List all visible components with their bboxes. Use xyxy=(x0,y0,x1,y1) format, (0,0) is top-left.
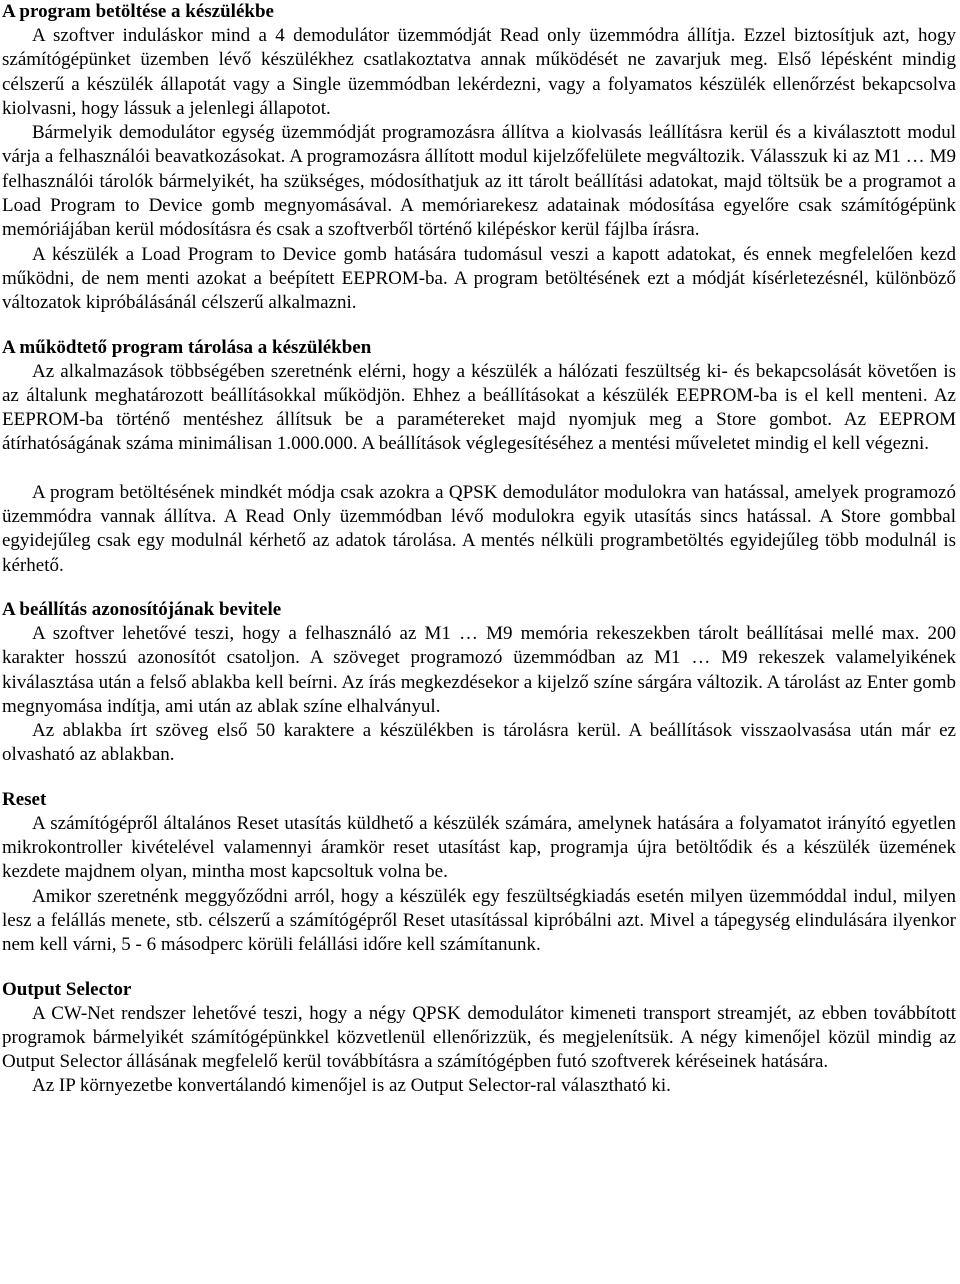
paragraph: Bármelyik demodulátor egység üzemmódját programozásra állítva a kiolvasás leállításra kerül és a kiválasztott modul várja a felhasználói beavatkozásokat. A programozásra állított modul kijelzőfelülete megváltozik. Válasszuk ki az M1 … M9 felhasználói tárolók bármelyikét, ha szükséges, módosíthatjuk az itt tárolt beállítási adatokat, majd töltsük be a programot a Load Program to Device gomb megnyomásával. A memóriarekesz adatainak módosítása egyelőre csak számítógépünk memóriájában kerül módosításra és csak a szoftverből történő kilépéskor kerül fájlba írásra. xyxy=(2,122,956,241)
paragraph: A CW-Net rendszer lehetővé teszi, hogy a négy QPSK demodulátor kimeneti transport streamjét, az ebben továbbított programok bármelyikét számítógépünkkel közvetlenül ellenőrizzük, és megjelenítsük. A négy kimenőjel közül mindig az Output Selector állásának megfelelő kerül továbbításra a számítógépben futó szoftverek kéréseinek hatására. xyxy=(2,1002,956,1073)
paragraph: Amikor szeretnénk meggyőződni arról, hogy a készülék egy feszültségkiadás esetén milyen üzemmóddal indul, milyen lesz a felállás menete, stb. célszerű a számítógépről Reset utasítással kipróbálni azt. Mivel a tápegység elindulására ilyenkor nem kell várni, 5 - 6 másodperc körüli felállási időre kell számítanunk. xyxy=(2,885,956,956)
paragraph: Az alkalmazások többségében szeretnénk elérni, hogy a készülék a hálózati feszültség ki- és bekapcsolását követően is az általunk meghatározott beállításokkal működjön. Ehhez a beállításokat a készülék EEPROM-ba is el kell menteni. Az EEPROM-ba történő mentéshez állítsuk be a paramétereket majd nyomjuk meg a Store gombot. Az EEPROM átírhatóságának száma minimálisan 1.000.000. A beállítások véglegesítéséhez a mentési műveletet mindig el kell végezni. xyxy=(2,360,956,455)
section-title: A beállítás azonosítójának bevitele xyxy=(2,598,282,620)
paragraph: A program betöltésének mindkét módja csak azokra a QPSK demodulátor modulokra van hatással, amelyek programozó üzemmódra vannak állítva. A Read Only üzemmódban lévő modulokra egyik utasítás sincs hatással. A Store gombbal egyidejűleg csak egy modulnál kérhető az adatok tárolása. A mentés nélküli programbetöltés egyidejűleg több modulnál is kérhető. xyxy=(2,481,956,576)
paragraph: Az ablakba írt szöveg első 50 karaktere a készülékben is tárolásra kerül. A beállítások visszaolvasása után már ez olvasható az ablakban. xyxy=(2,720,956,766)
section-program-storage xyxy=(2,336,956,578)
section-output-selector xyxy=(2,978,956,1099)
section-title: A program betöltése a készülékbe xyxy=(2,1,274,22)
section-reset xyxy=(2,788,956,958)
section-title: Output Selector xyxy=(2,978,132,1000)
spacer xyxy=(2,316,956,336)
paragraph: Az IP környezetbe konvertálandó kimenőjel is az Output Selector-ral választható ki. xyxy=(32,1075,671,1097)
spacer xyxy=(2,768,956,788)
paragraph: A számítógépről általános Reset utasítás küldhető a készülék számára, amelynek hatására a folyamatot irányító egyetlen mikrokontroller kivételével valamennyi áramkör reset utasítást kap, programja újra betöltődik és a készülék üzemének kezdete majdnem olyan, mintha most kapcsoltuk volna be. xyxy=(2,812,956,883)
section-title: A működtető program tárolása a készülékben xyxy=(2,336,372,358)
section-identifier-input xyxy=(2,598,956,768)
spacer xyxy=(2,578,956,598)
paragraph: A készülék a Load Program to Device gomb hatására tudomásul veszi a kapott adatokat, és ennek megfelelően kezd működni, de nem menti azokat a beépített EEPROM-ba. A program betöltésének ezt a módját kísérletezésnél, különböző változatok kipróbálásánál célszerű alkalmazni. xyxy=(2,243,956,314)
spacer xyxy=(2,457,956,481)
section-title: Reset xyxy=(2,788,47,810)
paragraph: A szoftver induláskor mind a 4 demodulátor üzemmódját Read only üzemmódra állítja. Ezzel biztosítjuk azt, hogy számítógépünket üzemben lévő készülékhez csatlakoztatva annak működését ne zavarjuk meg. Első lépésként mindig célszerű a készülék állapotát vagy a Single üzemmódban lekérdezni, vagy a folyamatos készülék ellenőrzést bekapcsolva kiolvasni, hogy lássuk a jelenlegi állapotot. xyxy=(2,25,956,119)
paragraph: A szoftver lehetővé teszi, hogy a felhasználó az M1 … M9 memória rekeszekben tárolt beállításai mellé max. 200 karakter hosszú azonosítót csatoljon. A szöveget programozó üzemmódban az M1 … M9 rekeszek valamelyikének kiválasztása után a felső ablakba kell beírni. Az írás megkezdésekor a kijelző színe sárgára változik. A tárolást az Enter gomb megnyomása indítja, ami után az ablak színe elhalványul. xyxy=(2,622,956,717)
spacer xyxy=(2,958,956,978)
section-program-loading xyxy=(2,0,956,316)
